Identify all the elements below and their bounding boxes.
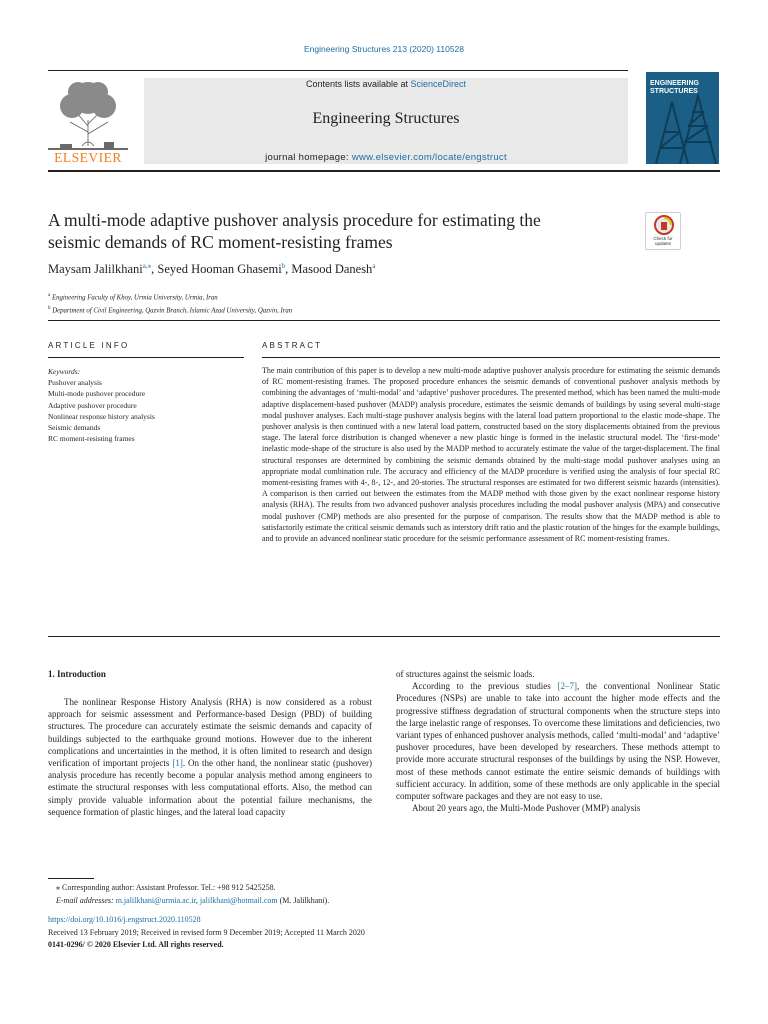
paragraph-text: , the conventional Nonlinear Static Procedures (NSPs) are unable to take into account the higher mode effects and the progressive stiffness degradation of structural components when the structure steps into the large inelastic range of responses. To overcome these limitations and deficiencies, two variant types of enhanced pushover analysis methods, called ‘multi-modal’ and ‘adaptive’ pushover procedures, have been developed by researchers. These methods attempt to provide more accurate structural responses of the buildings by using the NSP. However, most of these methods cannot estimate the entire seismic demands of buildings with sufficient accuracy. In addition, some of these methods are only applicable in the special computer software packages and they are not easy to use.: [396, 681, 720, 802]
body-paragraph: of structures against the seismic loads.: [396, 669, 535, 679]
keywords-label: Keywords:: [48, 367, 81, 376]
check-updates-label-line1: Check for: [653, 236, 673, 241]
masthead-top-rule: [48, 70, 628, 71]
journal-name: Engineering Structures: [312, 110, 460, 127]
journal-citation-link[interactable]: Engineering Structures 213 (2020) 110528: [303, 44, 465, 54]
citation-reference-link[interactable]: [2–7]: [557, 681, 577, 692]
contents-available-line: [144, 79, 628, 89]
body-paragraph: [48, 696, 372, 818]
corresponding-author-footnote: [56, 882, 329, 907]
journal-homepage-link[interactable]: www.elsevier.com/locate/engstruct: [351, 152, 507, 163]
keyword-item: Pushover analysis: [48, 378, 102, 387]
paragraph-text: . On the other hand, the nonlinear static (pushover) analysis procedure has recently become a popular analysis method among engineers to estimate the structural responses with less computational efforts. Also, the method can simply provide valuable information about the potential failure mechanisms, the sequence formation of plastic hinges, and the lateral load capacity: [48, 758, 372, 817]
body-column-right: [396, 668, 720, 814]
cover-title-line1: ENGINEERING: [650, 80, 700, 87]
author-affiliation-marker[interactable]: a: [372, 262, 376, 270]
paragraph-text: According to the previous studies: [412, 681, 558, 692]
divider: [262, 357, 720, 358]
footnote-email-line: [56, 895, 329, 908]
author-affiliation-marker[interactable]: b: [281, 262, 286, 270]
sciencedirect-link[interactable]: ScienceDirect: [410, 79, 467, 89]
author-separator: ,: [285, 262, 292, 277]
email-link[interactable]: m.jalilkhani@urmia.ac.ir: [115, 895, 196, 905]
received-dates: Received 13 February 2019; Received in revised form 9 December 2019; Accepted 11 March 2020: [48, 928, 365, 937]
divider: [48, 320, 720, 321]
keyword-item: Nonlinear response history analysis: [48, 411, 155, 421]
affiliation-text: Engineering Faculty of Khoy, Urmia University, Urmia, Iran: [51, 294, 218, 302]
journal-homepage-line: [144, 152, 628, 163]
paragraph-text: The nonlinear Response History Analysis (RHA) is now considered as a robust approach for seismic assessment and Performance-based Design (PBD) of building structures. The procedure can accurately estimate the seismic demands and capacity of buildings subjected to the earthquake ground motions. However due to the inherent complications and uncertainties in the method, it is often limited to research and design verification of important projects: [48, 697, 372, 769]
email-separator: ,: [195, 895, 200, 905]
article-title-line2: seismic demands of RC moment-resisting frames: [48, 232, 393, 252]
footnote-rule: [48, 878, 94, 879]
section-heading: 1. Introduction: [48, 669, 106, 679]
check-updates-icon: [646, 214, 682, 238]
author-affiliation-marker[interactable]: a,⁎: [142, 262, 152, 270]
body-column-left: [48, 668, 372, 818]
citation-reference-link[interactable]: [1]: [172, 758, 183, 769]
article-title-line1: A multi-mode adaptive pushover analysis procedure for estimating the: [48, 210, 541, 230]
affiliation-marker: b: [48, 306, 51, 312]
check-updates-label-line2: updates: [654, 241, 671, 246]
homepage-prefix: journal homepage:: [265, 152, 352, 163]
article-info-heading: ARTICLE INFO: [48, 341, 130, 350]
abstract-heading: ABSTRACT: [262, 341, 323, 350]
affiliation-item: [48, 290, 292, 303]
masthead-bottom-rule: [48, 170, 720, 172]
doi-link[interactable]: https://doi.org/10.1016/j.engstruct.2020.110528: [48, 915, 201, 924]
keyword-item: RC moment-resisting frames: [48, 434, 135, 444]
elsevier-wordmark: ELSEVIER: [54, 150, 122, 165]
author-name: Seyed Hooman Ghasemi: [157, 262, 282, 277]
author-name: Masood Danesh: [291, 262, 373, 277]
check-for-updates-button[interactable]: [645, 212, 681, 250]
author-name: Maysam Jalilkhani: [48, 262, 143, 277]
author-separator: ,: [151, 262, 158, 277]
check-updates-label: [646, 236, 680, 246]
keyword-item: Multi-mode pushover procedure: [48, 389, 146, 399]
article-title: [48, 209, 638, 253]
affiliation-item: [48, 303, 292, 316]
journal-cover-thumbnail[interactable]: [646, 72, 719, 164]
keyword-item: Seismic demands: [48, 423, 101, 433]
keyword-item: Adaptive pushover procedure: [48, 400, 137, 410]
affiliation-marker: a: [48, 293, 51, 298]
cover-title: [650, 80, 699, 96]
keyword-list: [48, 377, 244, 445]
cover-title-line2: STRUCTURES: [650, 88, 698, 95]
affiliations: [48, 290, 292, 317]
body-paragraph: About 20 years ago, the Multi-Mode Pushover (MMP) analysis: [412, 803, 641, 814]
author-list: [48, 262, 375, 277]
email-link[interactable]: jalilkhani@hotmail.com: [199, 895, 278, 905]
body-paragraph: [396, 680, 720, 802]
divider: [48, 357, 244, 358]
copyright-notice: 0141-0296/ © 2020 Elsevier Ltd. All rights reserved.: [48, 940, 224, 949]
footnote-line: ⁎ Corresponding author: Assistant Professor. Tel.: +98 912 5425258.: [56, 883, 276, 892]
abstract-text: The main contribution of this paper is to develop a new multi-mode adaptive pushover analysis procedure for estimating the seismic demands of RC moment-resisting frames. The proposed procedure enhances the seismic demands of conventional pushover analysis methods by combining the advantages of ‘multi-modal’ and ‘adaptive’ pushover procedures. The presented method, which has been named the multi-mode adaptive displacement-based pushover (MADP) analysis procedure, estimates the seismic demands of buildings by using several multi-stage modal pushover analyses. Each multi-stage pushover analysis begins with the lateral load pattern proportional to the elastic mode-shape. The pushover analysis is then continued with a new lateral load pattern, constructed based on the story displacements obtained from the previous stage. The lateral force distribution is changed whenever a new plastic hinge is formed in the inelastic structural model. The ‘first-mode’ inelastic mode-shape of the structure is also used by the MADP method to accurately estimate the value of the target-displacement. The final structural responses are determined by combining the seismic demands obtained by the multi-stage modal pushover analyses using an appropriate modal combination rule. The accuracy and efficiency of the MADP procedure is verified using the analysis of four special RC moment-resisting frames with 4-, 8-, 12-, and 20-stories. The structural responses are estimated for two different seismic hazards (intensities). A comparison is then carried out between the estimates from the MADP method with those given by the exact nonlinear response history analysis (RHA). The results from two advanced pushover analysis procedures including the modal pushover analysis (MPA) and consecutive modal pushover (CMP) methods are also presented for the purpose of comparison. The results show that the MADP method is able to satisfactorily estimate the critical seismic demands such as interstory drift ratio and the plastic rotation of the hinges for the example buildings, and to provide an advanced nonlinear static procedure for the seismic performance assessment of RC moment-resisting frames.: [262, 366, 720, 544]
email-suffix: (M. Jalilkhani).: [277, 895, 330, 905]
divider: [48, 636, 720, 637]
contents-prefix: Contents lists available at: [305, 79, 411, 89]
affiliation-text: Department of Civil Engineering, Qazvin Branch, Islamic Azad University, Qazvin, Iran: [52, 307, 293, 315]
email-label: E-mail addresses:: [56, 895, 116, 905]
